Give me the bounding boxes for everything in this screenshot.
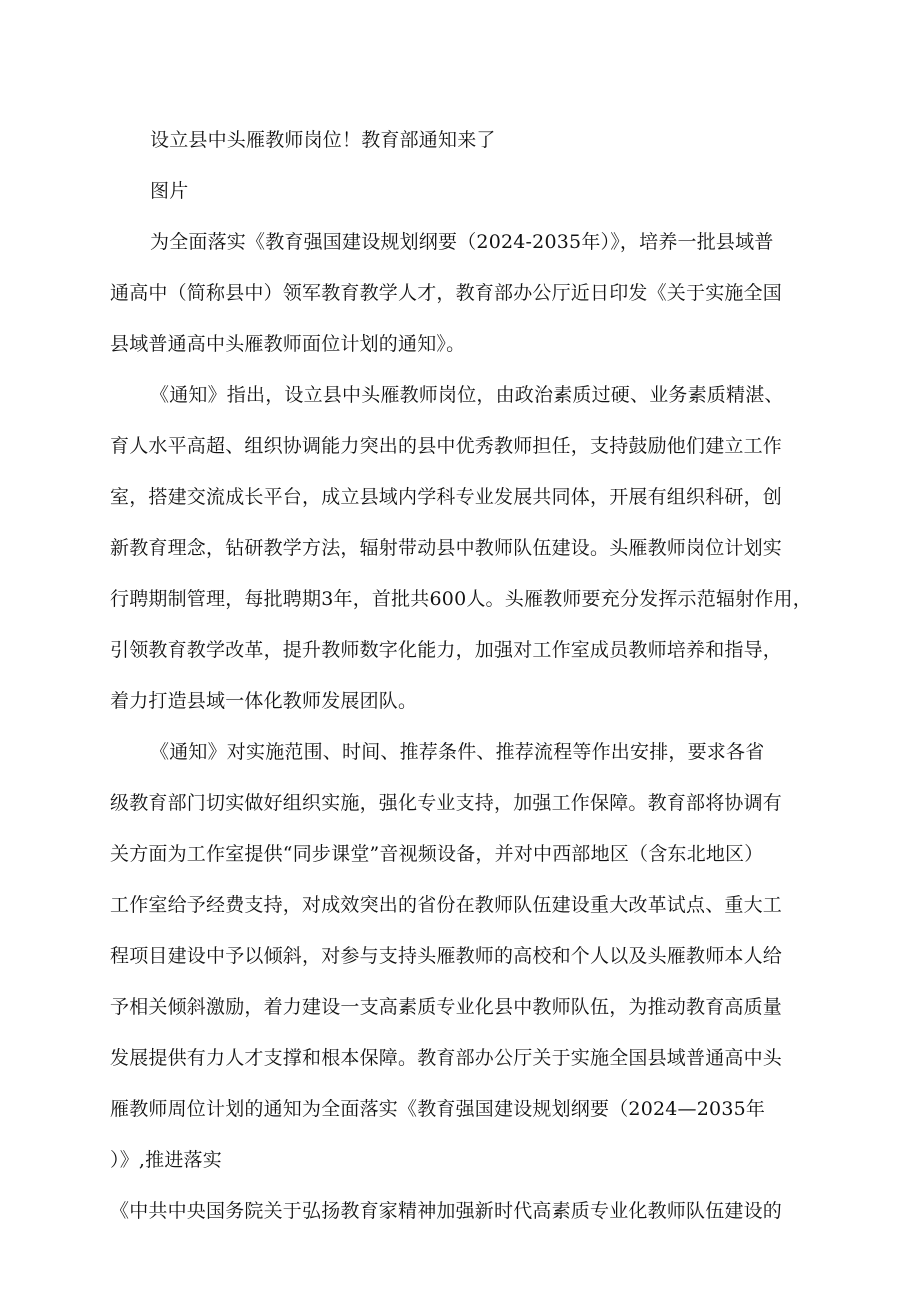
paragraph-line: 为全面落实《教育强国建设规划纲要（2024-2035年）》，培养一批县域普 xyxy=(150,231,774,253)
paragraph-line: 通高中（简称县中）领军教育教学人才，教育部办公厅近日印发《关于实施全国 xyxy=(110,282,783,304)
paragraph-line: ）》,推进落实 xyxy=(110,1149,222,1171)
paragraph-line: 《通知》对实施范围、时间、推荐条件、推荐流程等作出安排，要求各省 xyxy=(150,741,765,763)
paragraph-line: 新教育理念，钻研教学方法，辐射带动县中教师队伍建设。头雁教师岗位计划实 xyxy=(110,537,783,559)
paragraph-line: 室，搭建交流成长平台，成立县域内学科专业发展共同体，开展有组织科研，创 xyxy=(110,486,783,508)
paragraph-line: 发展提供有力人才支撑和根本保障。教育部办公厅关于实施全国县域普通高中头 xyxy=(110,1047,783,1069)
paragraph-line: 《中共中央国务院关于弘扬教育家精神加强新时代高素质专业化教师队伍建设的 xyxy=(110,1200,783,1222)
paragraph-line: 程项目建设中予以倾斜，对参与支持头雁教师的高校和个人以及头雁教师本人给 xyxy=(110,945,783,967)
image-caption: 图片 xyxy=(150,180,189,202)
document-title: 设立县中头雁教师岗位！教育部通知来了 xyxy=(150,129,496,151)
paragraph-line: 关方面为工作室提供“同步课堂”音视频设备，并对中西部地区（含东北地区） xyxy=(110,843,764,865)
paragraph-line: 着力打造县域一体化教师发展团队。 xyxy=(110,690,418,712)
paragraph-line: 县域普通高中头雁教师面位计划的通知》。 xyxy=(110,333,466,355)
paragraph-line: 予相关倾斜激励，着力建设一支高素质专业化县中教师队伍，为推动教育高质量 xyxy=(110,996,783,1018)
paragraph-line: 育人水平高超、组织协调能力突出的县中优秀教师担任，支持鼓励他们建立工作 xyxy=(110,435,783,457)
paragraph-line: 《通知》指出，设立县中头雁教师岗位，由政治素质过硬、业务素质精湛、 xyxy=(150,384,784,406)
paragraph-line: 工作室给予经费支持，对成效突出的省份在教师队伍建设重大改革试点、重大工 xyxy=(110,894,783,916)
paragraph-line: 行聘期制管理，每批聘期3年，首批共600人。头雁教师要充分发挥示范辐射作用， xyxy=(110,588,812,610)
paragraph-line: 雁教师周位计划的通知为全面落实《教育强国建设规划纲要（2024—2035年 xyxy=(110,1098,766,1120)
paragraph-line: 级教育部门切实做好组织实施，强化专业支持，加强工作保障。教育部将协调有 xyxy=(110,792,783,814)
paragraph-line: 引领教育教学改革，提升教师数字化能力，加强对工作室成员教师培养和指导， xyxy=(110,639,783,661)
